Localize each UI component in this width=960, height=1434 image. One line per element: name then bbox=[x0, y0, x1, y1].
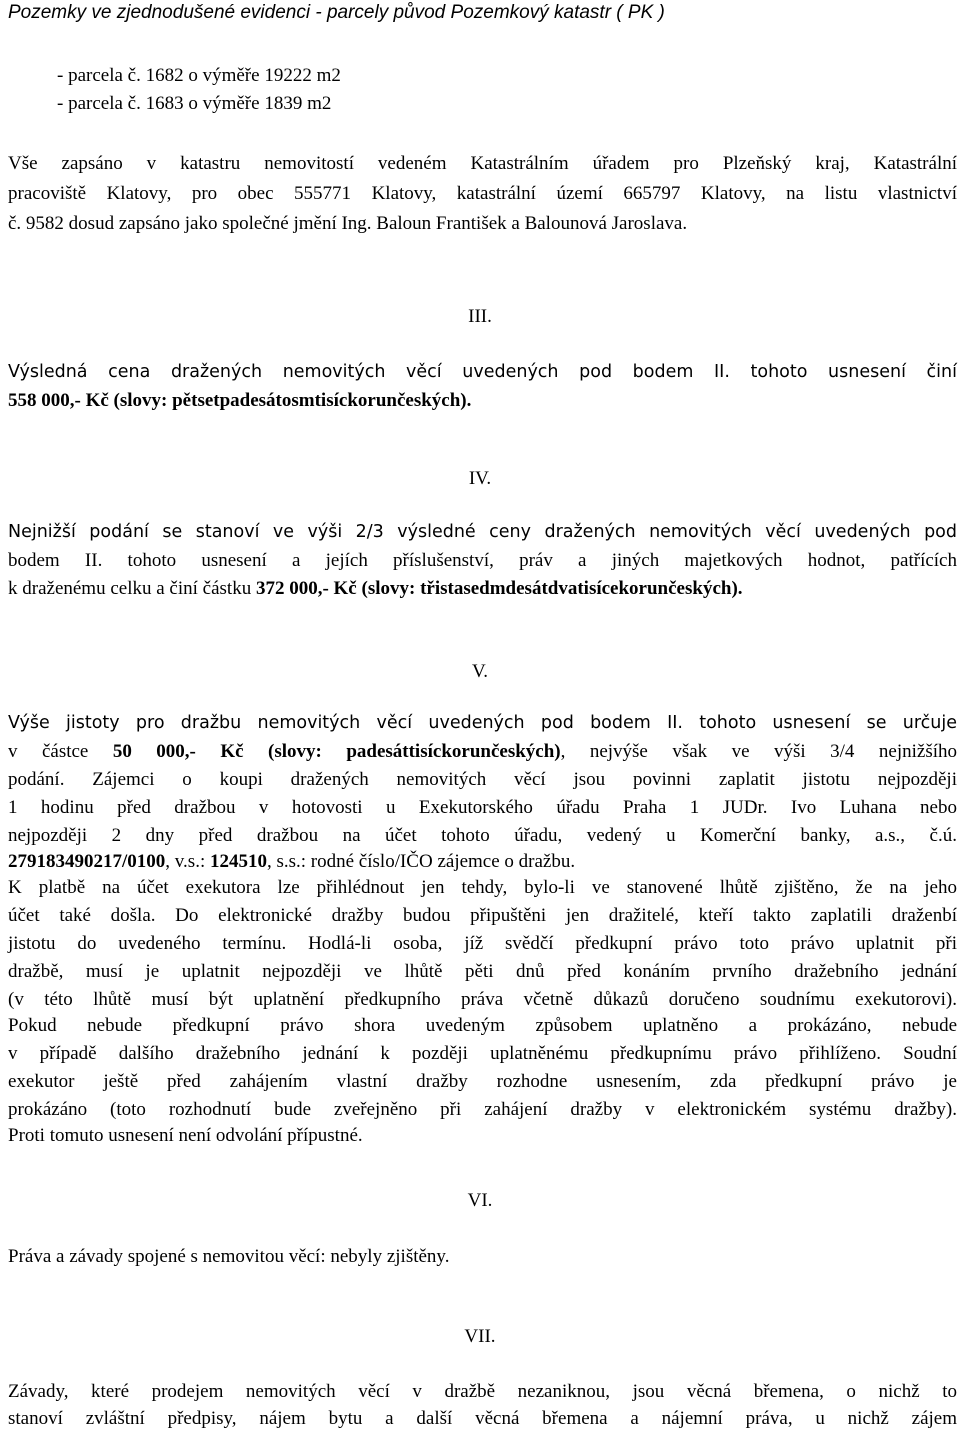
final-price: 558 000,- Kč (slovy: pětsetpadesátosmtisíckorunčeských). bbox=[8, 390, 472, 411]
page-header: Pozemky ve zjednodušené evidenci - parcely původ Pozemkový katastr ( PK ) bbox=[8, 2, 665, 23]
section-3-line-1: Výsledná cena dražených nemovitých věcí uvedených pod bodem II. tohoto usnesení činí bbox=[8, 362, 957, 382]
section-7-line-2: stanoví zvláštní předpisy, nájem bytu a další věcná břemena a nájemní práva, u nichž zájem bbox=[8, 1408, 957, 1429]
bank-account-number: 279183490217/0100 bbox=[8, 851, 166, 872]
section-7-line-1: Závady, které prodejem nemovitých věcí v dražbě nezaniknou, jsou věcná břemena, o nichž to bbox=[8, 1381, 957, 1402]
registry-line-2: pracoviště Klatovy, pro obec 555771 Klatovy, katastrální území 665797 Klatovy, na listu vlastnictví bbox=[8, 183, 957, 204]
section-4-line-2: bodem II. tohoto usnesení a jejích příslušenství, práv a jiných majetkových hodnot, patřících bbox=[8, 550, 957, 571]
section-5-line-15: prokázáno (toto rozhodnutí bude zveřejněno při zahájení dražby v elektronickém systému dražby). bbox=[8, 1099, 957, 1120]
section-5-line-16: Proti tomuto usnesení není odvolání přípustné. bbox=[8, 1125, 363, 1146]
section-3-heading: III. bbox=[468, 306, 492, 327]
section-5-line-8: účet také došla. Do elektronické dražby budou připuštěni jen dražitelé, kteří takto zaplatili draženbí bbox=[8, 905, 957, 926]
section-5-line-1: Výše jistoty pro dražbu nemovitých věcí uvedených pod bodem II. tohoto usnesení se určuje bbox=[8, 713, 957, 733]
section-5-line-12: Pokud nebude předkupní právo shora uvedeným způsobem uplatněno a prokázáno, nebude bbox=[8, 1015, 957, 1036]
section-5-line-9: jistotu do uvedeného termínu. Hodlá-li osoba, jíž svědčí předkupní právo toto právo uplatnit při bbox=[8, 933, 957, 954]
section-5-vs-label: , v.s.: bbox=[165, 851, 210, 872]
section-5-line-2-end: , nejvýše však ve výši 3/4 nejnižšího bbox=[560, 741, 957, 762]
section-5-line-2 bbox=[8, 738, 957, 765]
section-6-heading: VI. bbox=[467, 1190, 493, 1211]
deposit-amount: 50 000,- Kč (slovy: padesáttisíckorunčeských) bbox=[112, 741, 561, 762]
section-5-heading: V. bbox=[471, 661, 489, 682]
section-5-line-13: v případě dalšího dražebního jednání k později uplatněnému předkupnímu právo přihlíženo. Soudní bbox=[8, 1043, 957, 1064]
section-7-heading: VII. bbox=[464, 1326, 496, 1347]
section-6-line-1: Práva a závady spojené s nemovitou věcí: nebyly zjištěny. bbox=[8, 1246, 450, 1267]
parcel-line-1683: - parcela č. 1683 o výměře 1839 m2 bbox=[57, 93, 332, 114]
parcel-line-1682: - parcela č. 1682 o výměře 19222 m2 bbox=[57, 65, 341, 86]
lowest-bid-amount: 372 000,- Kč (slovy: třistasedmdesátdvatisícekorunčeských). bbox=[255, 578, 743, 599]
section-5-line-5: nejpozději 2 dny před dražbou na účet tohoto úřadu, vedený u Komerční banky, a.s., č.ú. bbox=[8, 825, 957, 846]
registry-line-1: Vše zapsáno v katastru nemovitostí vedeném Katastrálním úřadem pro Plzeňský kraj, Katastrální bbox=[8, 153, 957, 174]
registry-line-3: č. 9582 dosud zapsáno jako společné jmění Ing. Baloun František a Balounová Jaroslava. bbox=[8, 213, 688, 234]
section-5-line-2-start: v částce bbox=[8, 741, 113, 762]
section-5-line-6 bbox=[8, 848, 957, 875]
section-5-line-10: dražbě, musí je uplatnit nejpozději ve lhůtě pěti dnů před konáním prvního dražebního jednání bbox=[8, 961, 957, 982]
section-5-line-4: 1 hodinu před dražbou v hotovosti u Exekutorského úřadu Praha 1 JUDr. Ivo Luhana nebo bbox=[8, 797, 957, 818]
section-3-line-2 bbox=[8, 387, 957, 414]
section-4-line-1: Nejnižší podání se stanoví ve výši 2/3 výsledné ceny dražených nemovitých věcí uvedených pod bbox=[8, 522, 957, 542]
section-5-ss-text: , s.s.: rodné číslo/IČO zájemce o dražbu. bbox=[266, 851, 576, 872]
variable-symbol: 124510 bbox=[209, 851, 267, 872]
section-5-line-7: K platbě na účet exekutora lze přihlédnout jen tehdy, bylo-li ve stanovené lhůtě zjištěno, že na jeho bbox=[8, 877, 957, 898]
section-5-line-11: (v této lhůtě musí být uplatnění předkupního práva včetně důkazů doručeno soudnímu exekutorovi). bbox=[8, 989, 957, 1010]
section-5-line-14: exekutor ještě před zahájením vlastní dražby rozhodne usnesením, zda předkupní právo je bbox=[8, 1071, 957, 1092]
section-4-line-3 bbox=[8, 575, 957, 602]
section-4-heading: IV. bbox=[468, 468, 492, 489]
section-5-line-3: podání. Zájemci o koupi dražených nemovitých věcí jsou povinni zaplatit jistotu nejpozději bbox=[8, 769, 957, 790]
section-4-line-3-text: k draženému celku a činí částku bbox=[8, 578, 256, 599]
